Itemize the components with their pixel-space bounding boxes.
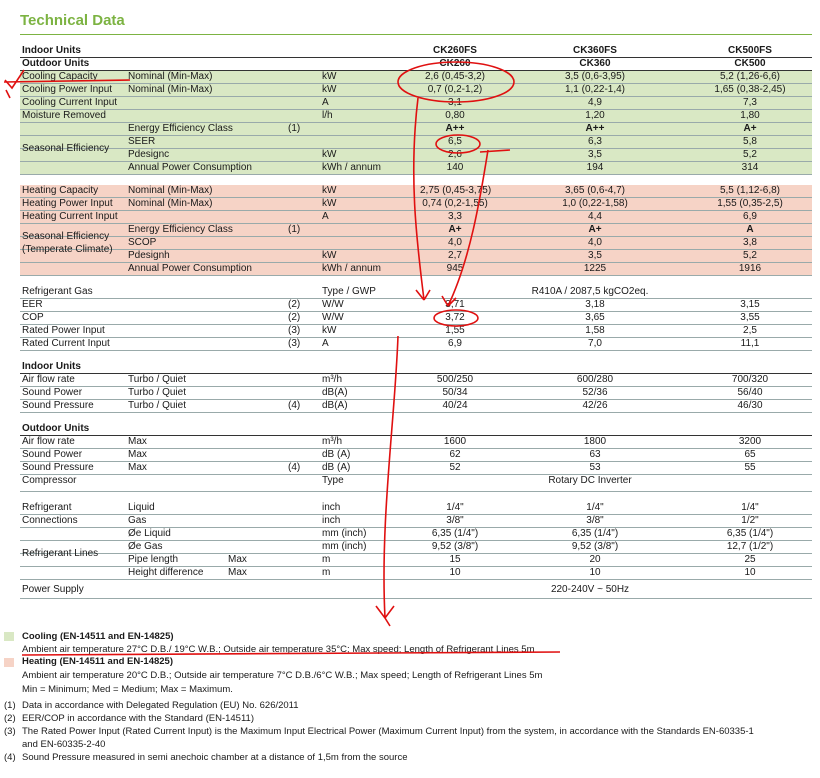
cooling-seasonal-row xyxy=(20,123,812,136)
value-model-3: 2,5 xyxy=(743,325,757,336)
row-unit: kWh / annum xyxy=(322,162,381,173)
row-label: Power Supply xyxy=(22,584,84,595)
row-condition: Nominal (Min-Max) xyxy=(128,198,213,209)
row-note: (1) xyxy=(288,224,301,235)
row-label: Rated Current Input xyxy=(22,338,110,349)
value-model-2: 53 xyxy=(589,462,601,473)
row-unit: dB(A) xyxy=(322,400,348,411)
value-model-2: 6,35 (1/4") xyxy=(571,528,619,539)
cooling-seasonal-row xyxy=(20,149,812,162)
value-model-3: 5,2 (1,26-6,6) xyxy=(719,71,781,82)
row-label: Sound Power xyxy=(22,449,83,460)
spec-row xyxy=(20,462,812,475)
row-unit: m³/h xyxy=(322,436,342,447)
row-condition: Energy Efficiency Class xyxy=(128,123,233,134)
value-model-2: 1800 xyxy=(583,436,607,447)
value-model-1: 2,6 (0,45-3,2) xyxy=(424,71,486,82)
value-model-3: 3,8 xyxy=(743,237,757,248)
value-model-2: 3,5 (0,6-3,95) xyxy=(564,71,626,82)
value-model-2: 3,65 xyxy=(585,312,605,323)
value-model-2: 1/4" xyxy=(586,502,604,513)
row-note: (4) xyxy=(288,400,301,411)
value-model-1: 9,52 (3/8") xyxy=(431,541,479,552)
value-model-2: 194 xyxy=(586,162,604,173)
row-label: Heating Capacity xyxy=(22,185,99,196)
value-model-2: 63 xyxy=(589,449,601,460)
row-unit: W/W xyxy=(322,312,344,323)
row-condition: Pdesignc xyxy=(128,149,170,160)
row-note: (2) xyxy=(288,312,301,323)
row-unit: dB (A) xyxy=(322,449,351,460)
value-model-3: 55 xyxy=(744,462,756,473)
connections-label: Refrigerant xyxy=(22,502,72,513)
value-model-1: 10 xyxy=(449,567,461,578)
value-model-2: 7,0 xyxy=(588,338,602,349)
power-supply-row xyxy=(20,584,812,599)
value-model-2: 3/8" xyxy=(586,515,604,526)
row-unit: W/W xyxy=(322,299,344,310)
row-unit: kW xyxy=(322,325,337,336)
row-condition: Pdesignh xyxy=(128,250,170,261)
value-model-2: 1225 xyxy=(583,263,607,274)
value-model-1: 0,74 (0,2-1,55) xyxy=(422,198,488,209)
row-label: Rated Power Input xyxy=(22,325,105,336)
row-condition: Energy Efficiency Class xyxy=(128,224,233,235)
row-label: Cooling Capacity xyxy=(22,71,98,82)
refrigerant-lines-label: Refrigerant Lines xyxy=(22,548,99,559)
row-unit: Type xyxy=(322,475,344,486)
value-model-1: 6,5 xyxy=(448,136,462,147)
value-model-1: 1,55 xyxy=(445,325,465,336)
value-model-1: 3,1 xyxy=(448,97,462,108)
value-model-2: 3,5 xyxy=(588,149,602,160)
value-model-2: 1,58 xyxy=(585,325,605,336)
refrigerant-line-row xyxy=(20,528,812,541)
row-label: Cooling Current Input xyxy=(22,97,118,108)
note-number: (3) xyxy=(4,726,16,737)
value-model-1: 3,72 xyxy=(445,312,465,323)
row-unit: mm (inch) xyxy=(322,541,367,552)
indoor-section-header xyxy=(20,361,812,374)
cooling-swatch xyxy=(4,632,14,641)
value-model-2: 4,0 xyxy=(588,237,602,248)
value-model-3: 3,55 xyxy=(740,312,760,323)
model-outdoor-2: CK360 xyxy=(579,58,611,69)
row-condition: Øe Liquid xyxy=(128,528,171,539)
row-sub-condition: Max xyxy=(228,554,247,565)
row-label: COP xyxy=(22,312,44,323)
header-indoor-label: Indoor Units xyxy=(22,45,81,56)
row-condition: Max xyxy=(128,462,147,473)
heating-legend-title: Heating (EN-14511 and EN-14825) xyxy=(22,656,174,667)
value-model-2: 9,52 (3/8") xyxy=(571,541,619,552)
row-label: Sound Pressure xyxy=(22,400,94,411)
row-unit: kW xyxy=(322,198,337,209)
row-condition: SCOP xyxy=(128,237,157,248)
row-label: Sound Pressure xyxy=(22,462,94,473)
note-text: Sound Pressure measured in semi anechoic chamber at a distance of 1,5m from the source xyxy=(22,752,408,763)
note-text: Data in accordance with Delegated Regulation (EU) No. 626/2011 xyxy=(22,700,299,711)
abbreviation-legend: Min = Minimum; Med = Medium; Max = Maximum. xyxy=(22,684,233,695)
row-label: Refrigerant Gas xyxy=(22,286,93,297)
row-unit: kW xyxy=(322,185,337,196)
cooling-row xyxy=(20,110,812,123)
cooling-legend-text: Ambient air temperature 27°C D.B./ 19°C W.B.; Outside air temperature 35°C; Max speed; Length of Refrigerant Lines 5m xyxy=(22,644,535,655)
heating-row xyxy=(20,185,812,198)
value-model-2: 4,4 xyxy=(588,211,602,222)
row-condition: Max xyxy=(128,449,147,460)
row-label: Heating Power Input xyxy=(22,198,113,209)
heating-swatch xyxy=(4,658,14,667)
model-indoor-1: CK260FS xyxy=(433,45,477,56)
row-unit: kW xyxy=(322,149,337,160)
value-model-1: 4,0 xyxy=(448,237,462,248)
row-condition: Øe Gas xyxy=(128,541,163,552)
value-model-3: 5,2 xyxy=(743,149,757,160)
row-label: Heating Current Input xyxy=(22,211,118,222)
value-model-3: 1,55 (0,35-2,5) xyxy=(717,198,783,209)
row-unit: l/h xyxy=(322,110,333,121)
value-model-1: 52 xyxy=(449,462,461,473)
heating-seasonal-row xyxy=(20,224,812,237)
spec-row xyxy=(20,387,812,400)
connections-sublabel: Connections xyxy=(22,515,78,526)
refrigerant-line-row xyxy=(20,554,812,567)
row-condition: Turbo / Quiet xyxy=(128,387,186,398)
row-note: (1) xyxy=(288,123,301,134)
row-unit: dB(A) xyxy=(322,387,348,398)
value-model-1: 2,75 (0,45-3,75) xyxy=(420,185,492,196)
value-model-3: 5,5 (1,12-6,8) xyxy=(719,185,781,196)
model-indoor-2: CK360FS xyxy=(573,45,617,56)
value-model-2: 3,18 xyxy=(585,299,605,310)
value-model-1: 6,35 (1/4") xyxy=(431,528,479,539)
value-model-3: 1916 xyxy=(738,263,762,274)
value-model-2: 1,20 xyxy=(585,110,605,121)
section-title: Technical Data xyxy=(20,12,125,29)
row-condition: Nominal (Min-Max) xyxy=(128,185,213,196)
value-model-3: 11,1 xyxy=(740,338,760,349)
value-model-1: 1600 xyxy=(443,436,467,447)
value-model-3: 6,9 xyxy=(743,211,757,222)
row-condition: Max xyxy=(128,436,147,447)
value-model-3: 314 xyxy=(741,162,759,173)
value-model-2: 600/280 xyxy=(576,374,614,385)
value-model-3: 7,3 xyxy=(743,97,757,108)
row-condition: Height difference xyxy=(128,567,204,578)
row-unit: inch xyxy=(322,515,341,526)
spec-row xyxy=(20,436,812,449)
heating-row xyxy=(20,211,812,224)
value-model-3: 3200 xyxy=(738,436,762,447)
value-model-1: 3,3 xyxy=(448,211,462,222)
row-unit: inch xyxy=(322,502,341,513)
compressor-row xyxy=(20,475,812,492)
rating-row xyxy=(20,338,812,351)
value-model-3: 5,8 xyxy=(743,136,757,147)
value-model-3: 10 xyxy=(744,567,756,578)
row-condition: Nominal (Min-Max) xyxy=(128,84,213,95)
cooling-seasonal-row xyxy=(20,162,812,175)
spec-row xyxy=(20,449,812,462)
value-model-2: 1,0 (0,22-1,58) xyxy=(562,198,628,209)
value-model-1: 6,9 xyxy=(448,338,462,349)
note-text: EER/COP in accordance with the Standard (EN-14511) xyxy=(22,713,254,724)
refrigerant-line-row xyxy=(20,541,812,554)
header-outdoor-label: Outdoor Units xyxy=(22,58,90,69)
row-unit: kW xyxy=(322,71,337,82)
rating-row xyxy=(20,312,812,325)
row-label: Sound Power xyxy=(22,387,83,398)
value-model-3: 25 xyxy=(744,554,756,565)
value-model-3: 1,80 xyxy=(740,110,760,121)
row-unit: mm (inch) xyxy=(322,528,367,539)
row-label: Air flow rate xyxy=(22,374,75,385)
cooling-legend-title: Cooling (EN-14511 and EN-14825) xyxy=(22,631,174,642)
cooling-seasonal-row xyxy=(20,136,812,149)
note-number: (2) xyxy=(4,713,16,724)
value-model-2: 42/26 xyxy=(582,400,608,411)
row-condition: SEER xyxy=(128,136,156,147)
row-label: Moisture Removed xyxy=(22,110,106,121)
heating-seasonal-row xyxy=(20,237,812,250)
cooling-row xyxy=(20,97,812,110)
value-model-2: 6,3 xyxy=(588,136,602,147)
row-sub-condition: Max xyxy=(228,567,247,578)
value-model-2: 1,1 (0,22-1,4) xyxy=(564,84,626,95)
value-model-1: 40/24 xyxy=(442,400,468,411)
refrigerant-line-row xyxy=(20,567,812,580)
heating-seasonal-row xyxy=(20,263,812,276)
value-model-2: 10 xyxy=(589,567,601,578)
row-unit: m³/h xyxy=(322,374,342,385)
value-model-1: 0,80 xyxy=(445,110,465,121)
row-condition: Liquid xyxy=(128,502,155,513)
value-model-1: 2,7 xyxy=(448,250,462,261)
row-condition: Turbo / Quiet xyxy=(128,374,186,385)
connection-row xyxy=(20,515,812,528)
connection-row xyxy=(20,502,812,515)
row-unit: Type / GWP xyxy=(322,286,376,297)
value-model-2: 20 xyxy=(589,554,601,565)
value-model-1: 0,7 (0,2-1,2) xyxy=(427,84,483,95)
value-model-1: 500/250 xyxy=(436,374,474,385)
note-text: and EN-60335-2-40 xyxy=(22,739,106,750)
row-unit: kWh / annum xyxy=(322,263,381,274)
row-condition: Gas xyxy=(128,515,147,526)
value-model-2: A+ xyxy=(588,224,602,235)
cooling-row xyxy=(20,84,812,97)
note-text: The Rated Power Input (Rated Current Input) is the Maximum Input Electrical Power (Maximum Current Input) from the system, in accordance with the Standards EN-60335-1 xyxy=(22,726,754,737)
value-model-3: A xyxy=(746,224,754,235)
heating-seasonal-sublabel: (Temperate Climate) xyxy=(22,244,113,255)
title-divider xyxy=(20,34,812,35)
note-number: (4) xyxy=(4,752,16,763)
row-label: Air flow rate xyxy=(22,436,75,447)
row-unit: kW xyxy=(322,250,337,261)
value-model-2: A++ xyxy=(585,123,605,134)
power-supply-value: 220-240V ~ 50Hz xyxy=(550,584,630,595)
value-model-3: 6,35 (1/4") xyxy=(726,528,774,539)
model-outdoor-1: CK260 xyxy=(439,58,471,69)
heating-seasonal-label: Seasonal Efficiency xyxy=(22,231,110,242)
value-model-3: 65 xyxy=(744,449,756,460)
row-note: (3) xyxy=(288,338,301,349)
value-model-1: 62 xyxy=(449,449,461,460)
row-unit: A xyxy=(322,211,329,222)
value-model-3: 12,7 (1/2") xyxy=(726,541,774,552)
row-unit: dB (A) xyxy=(322,462,351,473)
value-model-1: 2,6 xyxy=(448,149,462,160)
value-model-2: 3,65 (0,6-4,7) xyxy=(564,185,626,196)
value-model-3: 1/4" xyxy=(741,502,759,513)
row-note: (4) xyxy=(288,462,301,473)
rating-row xyxy=(20,325,812,338)
value-model-3: 56/40 xyxy=(737,387,763,398)
value-model-3: 46/30 xyxy=(737,400,763,411)
row-unit: m xyxy=(322,567,331,578)
row-note: (2) xyxy=(288,299,301,310)
value-model-2: 4,9 xyxy=(588,97,602,108)
row-condition: Pipe length xyxy=(128,554,179,565)
header-indoor-row xyxy=(20,45,812,58)
row-note: (3) xyxy=(288,325,301,336)
value-model-1: A++ xyxy=(445,123,465,134)
row-unit: A xyxy=(322,338,329,349)
refrigerant-gas-row xyxy=(20,286,812,299)
row-condition: Annual Power Consumption xyxy=(128,263,252,274)
spec-row xyxy=(20,374,812,387)
row-condition: Annual Power Consumption xyxy=(128,162,252,173)
cooling-seasonal-label: Seasonal Efficiency xyxy=(22,143,110,154)
heating-seasonal-row xyxy=(20,250,812,263)
heating-legend-text: Ambient air temperature 20°C D.B.; Outside air temperature 7°C D.B./6°C W.B.; Max speed; Length of Refrigerant Lines 5m xyxy=(22,670,543,681)
value-model-1: 15 xyxy=(449,554,461,565)
section-header: Indoor Units xyxy=(22,361,81,372)
row-label: Cooling Power Input xyxy=(22,84,113,95)
value-model-1: A+ xyxy=(448,224,462,235)
rating-row xyxy=(20,299,812,312)
row-condition: Turbo / Quiet xyxy=(128,400,186,411)
value-model-3: 700/320 xyxy=(731,374,769,385)
outdoor-section-header xyxy=(20,423,812,436)
model-outdoor-3: CK500 xyxy=(734,58,766,69)
value-model-1: 140 xyxy=(446,162,464,173)
cooling-row xyxy=(20,71,812,84)
row-unit: m xyxy=(322,554,331,565)
value-model-1: 945 xyxy=(446,263,464,274)
value-model-1: 1/4" xyxy=(446,502,464,513)
model-indoor-3: CK500FS xyxy=(728,45,772,56)
value-model-3: 1/2" xyxy=(741,515,759,526)
heating-row xyxy=(20,198,812,211)
refrigerant-gas-value: R410A / 2087,5 kgCO2eq. xyxy=(531,286,649,297)
section-header: Outdoor Units xyxy=(22,423,90,434)
note-number: (1) xyxy=(4,700,16,711)
spec-row xyxy=(20,400,812,413)
header-outdoor-row xyxy=(20,58,812,71)
row-unit: kW xyxy=(322,84,337,95)
value-model-3: 3,15 xyxy=(740,299,760,310)
row-label: EER xyxy=(22,299,43,310)
row-label: Compressor xyxy=(22,475,77,486)
value-model-1: 50/34 xyxy=(442,387,468,398)
row-condition: Nominal (Min-Max) xyxy=(128,71,213,82)
value-model-1: 3/8" xyxy=(446,515,464,526)
value-model-3: A+ xyxy=(743,123,757,134)
compressor-value: Rotary DC Inverter xyxy=(548,475,632,486)
value-model-3: 1,65 (0,38-2,45) xyxy=(714,84,786,95)
row-unit: A xyxy=(322,97,329,108)
value-model-3: 5,2 xyxy=(743,250,757,261)
value-model-1: 3,71 xyxy=(445,299,465,310)
value-model-2: 52/36 xyxy=(582,387,608,398)
value-model-2: 3,5 xyxy=(588,250,602,261)
